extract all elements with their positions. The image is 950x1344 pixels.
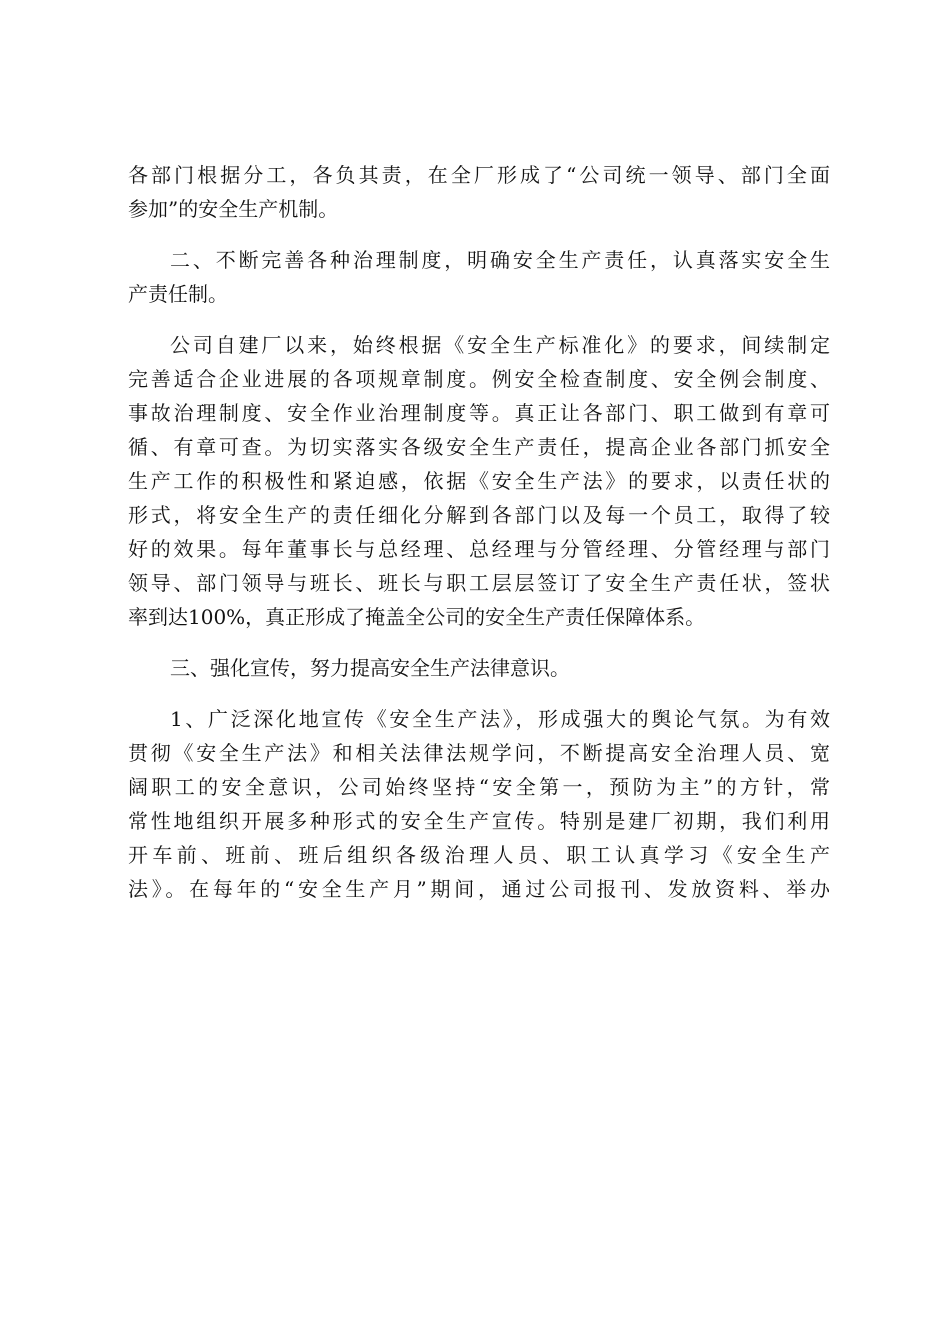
section-heading-2 bbox=[128, 243, 830, 311]
paragraph-line: 法》。在每年的“安全生产月”期间，通过公司报刊、发放资料、举办 bbox=[128, 877, 830, 901]
paragraph-continuation bbox=[128, 158, 830, 226]
section-heading-3 bbox=[128, 651, 830, 685]
paragraph-line: 开车前、班前、班后组织各级治理人员、职工认真学习《安全生产 bbox=[128, 843, 830, 867]
paragraph-line: 循、有章可查。为切实落实各级安全生产责任，提高企业各部门抓安全 bbox=[128, 435, 830, 459]
paragraph-line: 产责任制。 bbox=[128, 282, 228, 306]
paragraph-line: 三、强化宣传，努力提高安全生产法律意识。 bbox=[170, 656, 570, 680]
paragraph-line: 公司自建厂以来，始终根据《安全生产标准化》的要求，间续制定 bbox=[170, 333, 830, 357]
paragraph-publicity bbox=[128, 702, 830, 906]
paragraph-line: 形式，将安全生产的责任细化分解到各部门以及每一个员工，取得了较 bbox=[128, 503, 830, 527]
paragraph-line: 完善适合企业进展的各项规章制度。例安全检查制度、安全例会制度、 bbox=[128, 367, 830, 391]
paragraph-line: 好的效果。每年董事长与总经理、总经理与分管经理、分管经理与部门 bbox=[128, 537, 830, 561]
paragraph-line: 常性地组织开展多种形式的安全生产宣传。特别是建厂初期，我们利用 bbox=[128, 809, 830, 833]
paragraph-line: 各部门根据分工，各负其责，在全厂形成了“公司统一领导、部门全面 bbox=[128, 163, 830, 187]
paragraph-line: 事故治理制度、安全作业治理制度等。真正让各部门、职工做到有章可 bbox=[128, 401, 830, 425]
paragraph-line: 1、广泛深化地宣传《安全生产法》，形成强大的舆论气氛。为有效 bbox=[170, 707, 830, 731]
paragraph-line: 贯彻《安全生产法》和相关法律法规学问，不断提高安全治理人员、宽 bbox=[128, 741, 830, 765]
paragraph-line: 率到达100%，真正形成了掩盖全公司的安全生产责任保障体系。 bbox=[128, 605, 706, 629]
paragraph-responsibility bbox=[128, 328, 830, 634]
paragraph-line: 阔职工的安全意识，公司始终坚持“安全第一，预防为主”的方针，常 bbox=[128, 775, 830, 799]
paragraph-line: 生产工作的积极性和紧迫感，依据《安全生产法》的要求，以责任状的 bbox=[128, 469, 830, 493]
paragraph-line: 二、不断完善各种治理制度，明确安全生产责任，认真落实安全生 bbox=[170, 248, 830, 272]
document-body bbox=[128, 158, 830, 923]
paragraph-line: 领导、部门领导与班长、班长与职工层层签订了安全生产责任状，签状 bbox=[128, 571, 830, 595]
paragraph-line: 参加”的安全生产机制。 bbox=[128, 197, 339, 221]
